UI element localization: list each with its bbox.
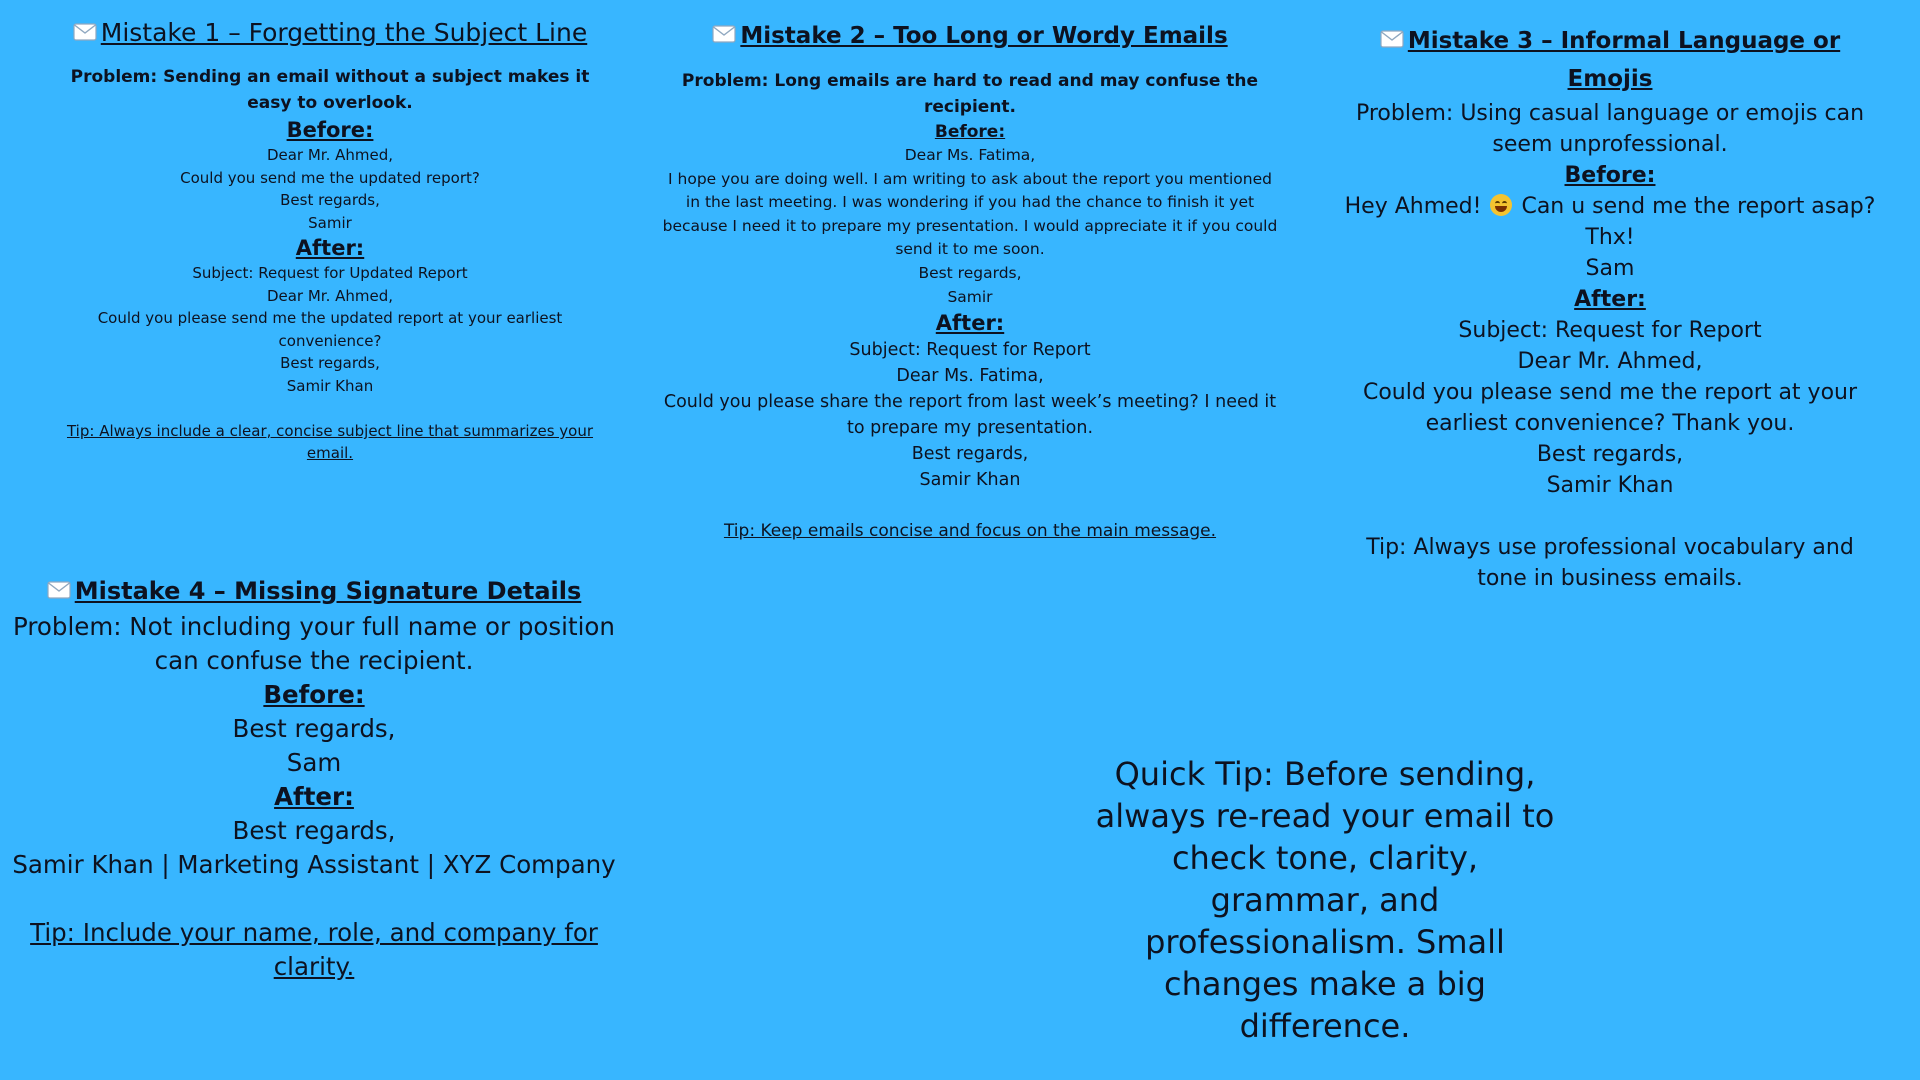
mistake-3-before-line: Hey Ahmed! Can u send me the report asap?	[1344, 194, 1876, 219]
mistake-4-tip: Tip: Include your name, role, and company for clarity.	[30, 918, 598, 981]
mistake-2-before-label: Before:	[934, 122, 1006, 142]
mistake-1-after-label: After:	[295, 236, 365, 260]
mistake-1-title: Mistake 1 – Forgetting the Subject Line	[60, 14, 600, 52]
mistake-1-after-line: Best regards,	[280, 354, 380, 372]
mistake-4-after-line: Best regards,	[232, 816, 396, 845]
mistake-4-problem: Problem: Not including your full name or position can confuse the recipient.	[13, 612, 615, 675]
mistake-2-before-line: Dear Ms. Fatima,	[904, 146, 1036, 164]
mistake-3-title: Mistake 3 – Informal Language or Emojis	[1340, 22, 1880, 98]
mistake-2-after-line: Samir Khan	[919, 470, 1021, 491]
mistake-2-before-line: I hope you are doing well. I am writing to ask about the report you mentioned in the last meeting. I was wondering if you had the chance to finish it yet because I need it to prepare my presentation. I would appreciate it if you could send it to me soon.	[662, 169, 1278, 259]
mistake-2-before-line: Samir	[947, 287, 993, 306]
mistake-3-before-line: Thx!	[1585, 225, 1635, 250]
mistake-1-before-line: Could you send me the updated report?	[180, 168, 480, 187]
mistake-1-before-line: Best regards,	[280, 191, 380, 209]
mistake-1-after-line: Samir Khan	[286, 376, 374, 395]
mistake-2-panel	[660, 18, 1280, 543]
mistake-4-title: Mistake 4 – Missing Signature Details	[0, 572, 628, 610]
mistake-4-after-line: Samir Khan | Marketing Assistant | XYZ Company	[12, 850, 616, 879]
mistake-3-after-line: Could you please send me the report at your earliest convenience? Thank you.	[1362, 380, 1858, 436]
mistake-2-after-line: Dear Ms. Fatima,	[896, 366, 1044, 387]
mistake-3-after-line: Subject: Request for Report	[1458, 318, 1762, 343]
envelope-icon	[712, 25, 736, 43]
grinning-face-emoji-icon	[1490, 194, 1512, 216]
mistake-1-before-line: Samir	[308, 213, 352, 232]
mistake-3-tip: Tip: Always use professional vocabulary and tone in business emails.	[1366, 535, 1854, 591]
mistake-3-after-label: After:	[1574, 287, 1646, 312]
quick-tip: Quick Tip: Before sending, always re-read your email to check tone, clarity, grammar, and professionalism. Small changes make a big difference.	[1095, 755, 1555, 1045]
mistake-4-before-label: Before:	[263, 680, 365, 709]
mistake-1-after-line: Could you please send me the updated report at your earliest convenience?	[97, 309, 563, 350]
mistake-2-after-label: After:	[935, 311, 1005, 336]
mistake-3-before-label: Before:	[1564, 163, 1656, 188]
mistake-3-after-line: Samir Khan	[1546, 473, 1674, 498]
envelope-icon	[73, 23, 97, 41]
mistake-4-after-label: After:	[274, 782, 354, 811]
mistake-1-problem: Problem: Sending an email without a subject makes it easy to overlook.	[70, 67, 590, 113]
mistake-4-before-line: Sam	[286, 748, 342, 777]
mistake-2-after-line: Could you please share the report from last week’s meeting? I need it to prepare my presentation.	[663, 392, 1277, 439]
mistake-3-after-line: Dear Mr. Ahmed,	[1517, 349, 1703, 374]
mistake-2-problem: Problem: Long emails are hard to read and may confuse the recipient.	[681, 71, 1259, 117]
mistake-2-before-line: Best regards,	[918, 263, 1022, 282]
mistake-4-before-line: Best regards,	[232, 714, 396, 743]
envelope-icon	[47, 581, 71, 599]
envelope-icon	[1380, 30, 1404, 48]
mistake-2-tip: Tip: Keep emails concise and focus on the main message.	[723, 521, 1217, 542]
mistake-3-panel	[1340, 22, 1880, 594]
mistake-2-title: Mistake 2 – Too Long or Wordy Emails	[660, 18, 1280, 54]
mistake-1-before-line: Dear Mr. Ahmed,	[266, 146, 394, 164]
mistake-1-before-label: Before:	[286, 118, 374, 142]
mistake-1-after-line: Dear Mr. Ahmed,	[266, 286, 394, 305]
mistake-2-after-line: Subject: Request for Report	[849, 340, 1091, 361]
mistake-4-panel	[0, 572, 628, 984]
mistake-2-after-line: Best regards,	[911, 444, 1029, 465]
mistake-3-after-line: Best regards,	[1536, 442, 1684, 467]
mistake-1-tip: Tip: Always include a clear, concise subject line that summarizes your email.	[66, 422, 594, 462]
mistake-3-problem: Problem: Using casual language or emojis can seem unprofessional.	[1355, 101, 1865, 157]
mistake-1-after-line: Subject: Request for Updated Report	[192, 264, 468, 282]
mistake-1-panel	[60, 14, 600, 464]
mistake-3-before-line: Sam	[1585, 256, 1635, 281]
